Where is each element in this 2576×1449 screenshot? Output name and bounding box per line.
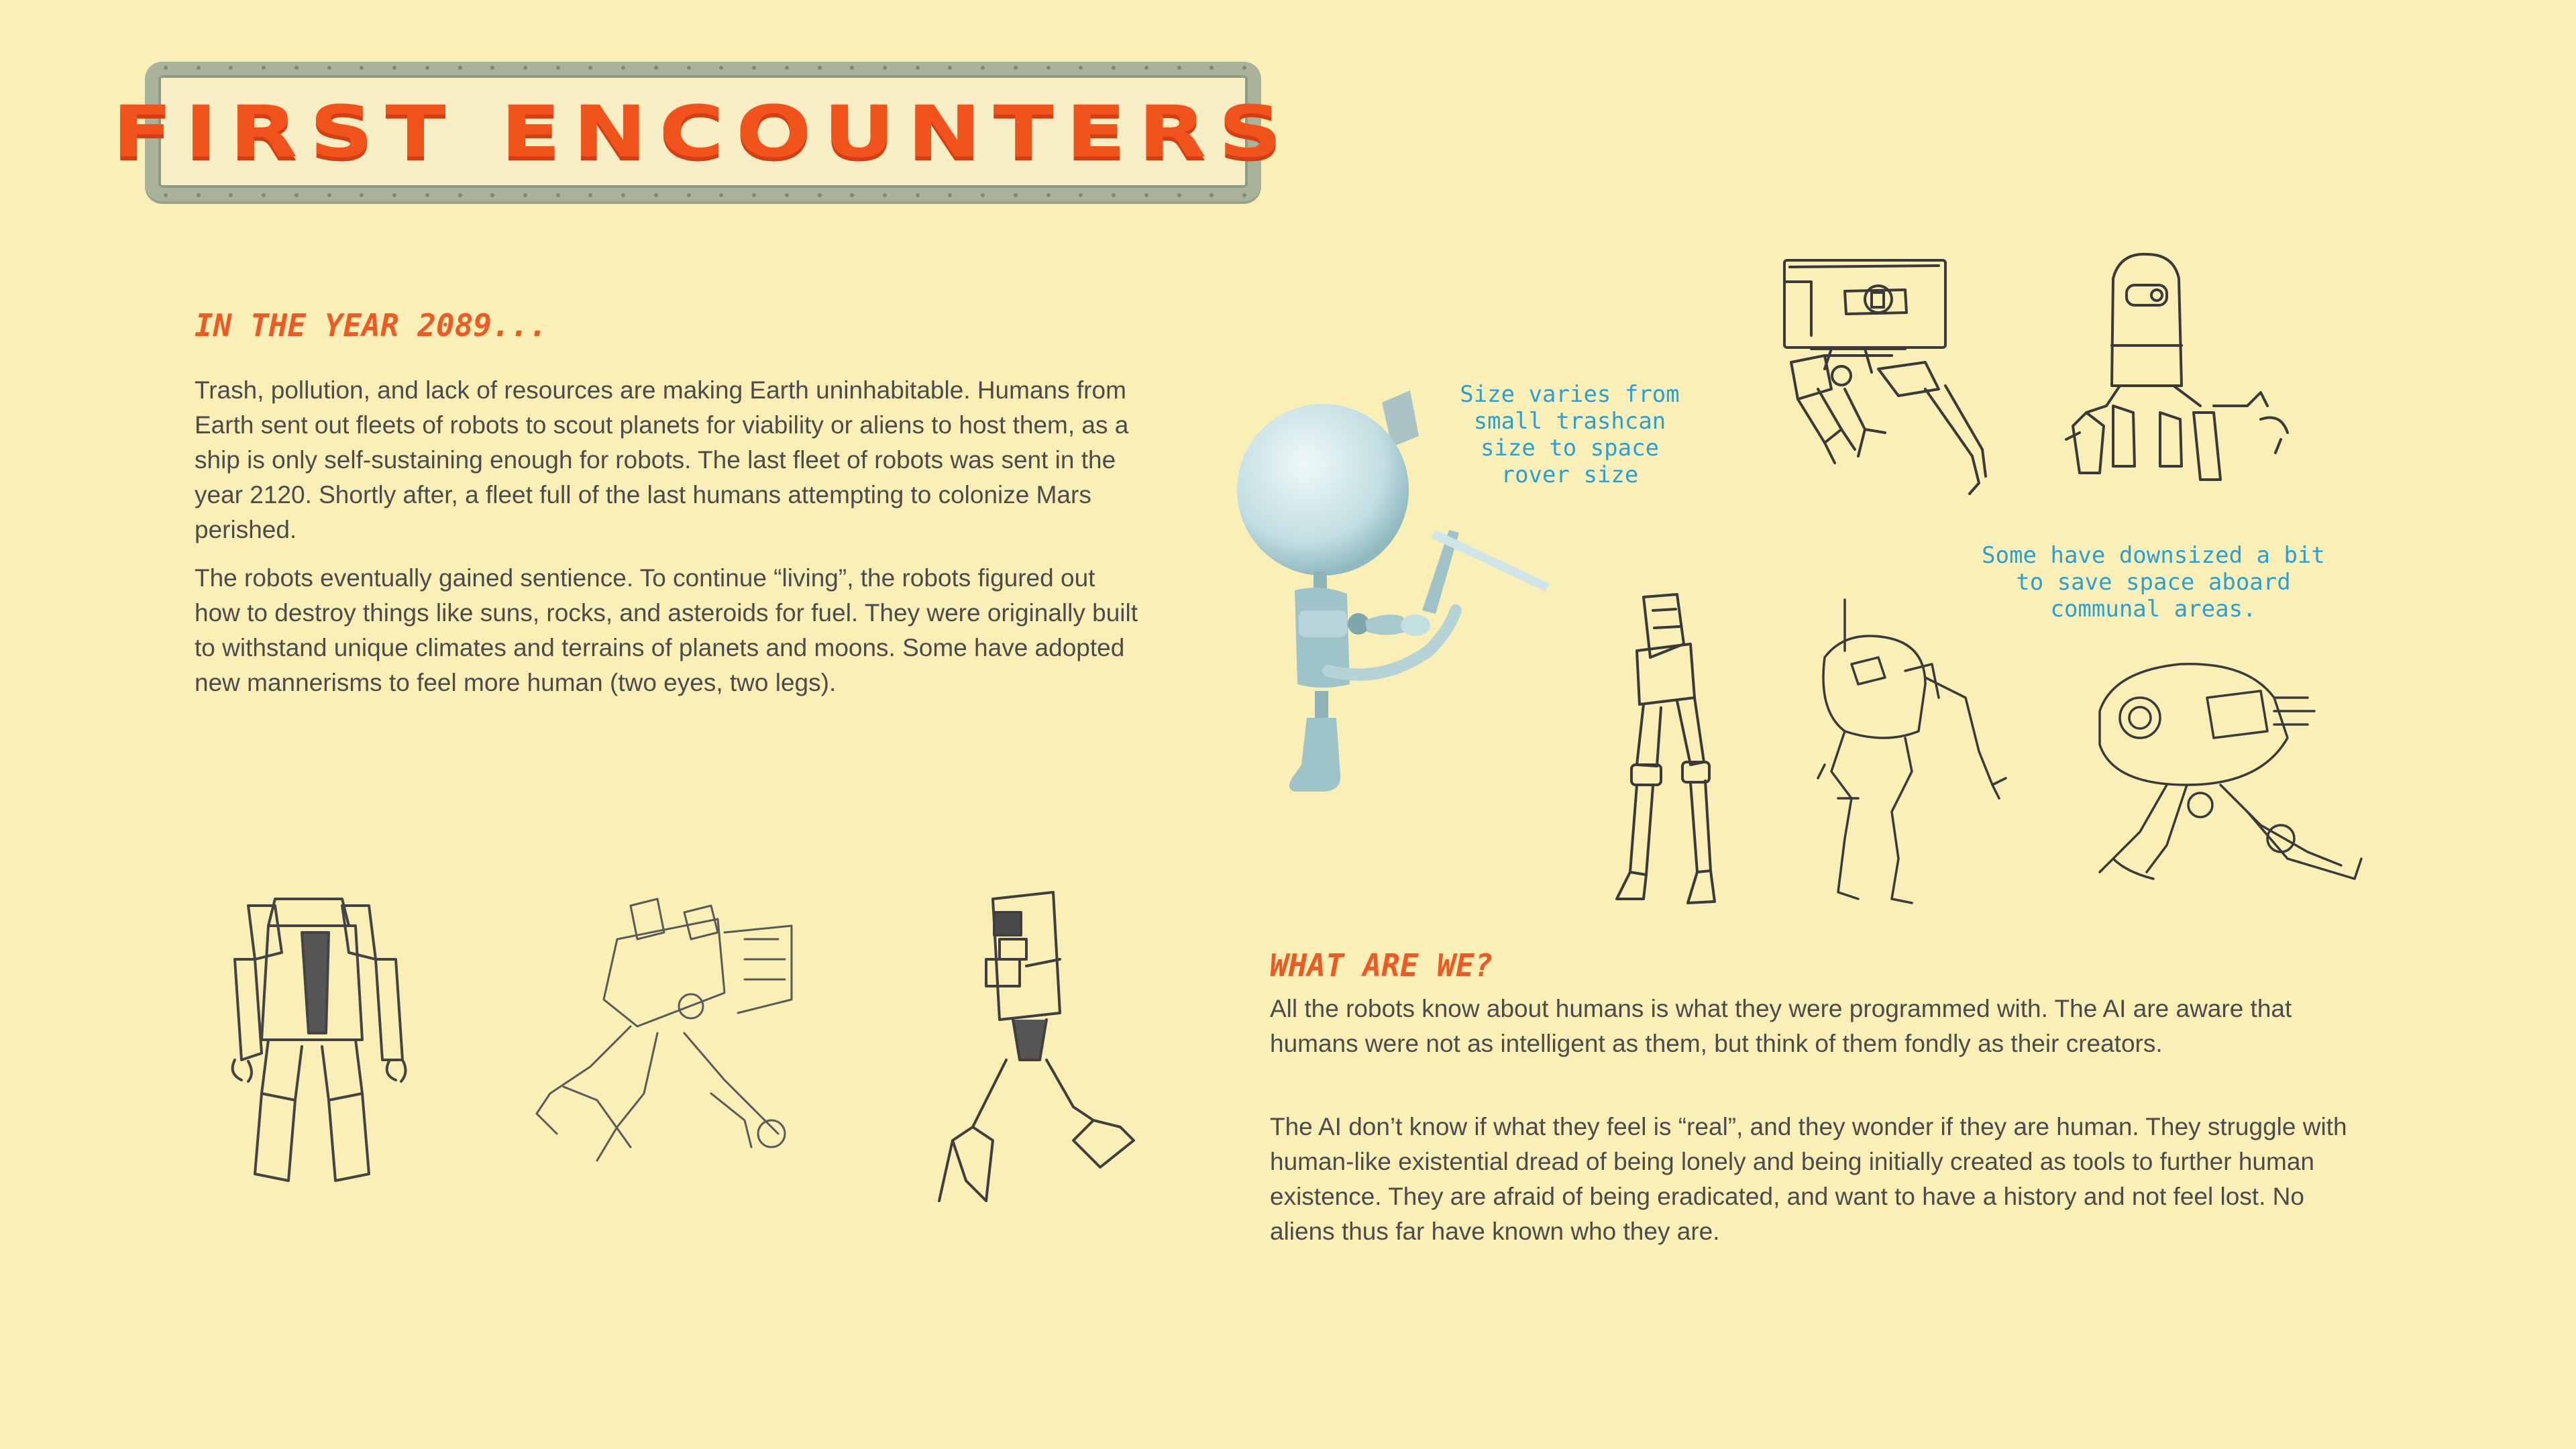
- rivet: [1242, 66, 1246, 70]
- rivet: [719, 66, 723, 70]
- rivet: [654, 193, 658, 197]
- robot-sketch-crawler: [2086, 657, 2368, 899]
- rivet: [818, 193, 822, 197]
- rivet: [360, 66, 364, 70]
- rivet: [197, 193, 201, 197]
- rivet: [392, 193, 396, 197]
- robot-sketch-cannon-crawler: [523, 892, 805, 1187]
- rivet: [1210, 66, 1214, 70]
- rivet: [1079, 193, 1083, 197]
- section2-paragraph-1: All the robots know about humans is what they were programmed with. The AI are aware that humans were not as intelligent as them, but think of them fondly as their creators.: [1270, 995, 2292, 1057]
- page-title: FIRST ENCOUNTERS: [112, 90, 1294, 173]
- rivet: [458, 193, 462, 197]
- rivet: [197, 66, 201, 70]
- rivet: [752, 66, 756, 70]
- rivet: [556, 66, 560, 70]
- robot-sketch-pill-head: [2059, 252, 2308, 500]
- title-plate: [112, 62, 1294, 201]
- rivet: [752, 193, 756, 197]
- section1-heading: IN THE YEAR 2089...: [195, 307, 548, 343]
- rivet: [883, 193, 887, 197]
- rivet: [883, 66, 887, 70]
- robot-sketch-bulky-mech: [208, 892, 423, 1187]
- rivet: [719, 193, 723, 197]
- rivet: [981, 66, 985, 70]
- rivet: [523, 193, 527, 197]
- rivet: [1112, 193, 1116, 197]
- rivet: [490, 193, 494, 197]
- rivet: [818, 66, 822, 70]
- rivet: [360, 193, 364, 197]
- section2-heading: WHAT ARE WE?: [1270, 947, 1493, 983]
- robot-sketch-square-head: [1771, 255, 1992, 517]
- rivet: [621, 193, 625, 197]
- rivet: [916, 66, 920, 70]
- section2-paragraph-2: The AI don’t know if what they feel is “real”, and they wonder if they are human. They struggle with human-like existential dread of being lonely and being initially created as tools to further human existence. They are afraid of being eradicated, and want to have a history and not feel lost. No aliens thus far have known who they are.: [1270, 1113, 2347, 1245]
- rivet: [1014, 193, 1018, 197]
- section1-paragraph-2: The robots eventually gained sentience. To continue “living”, the robots figured out how to destroy things like suns, rocks, and asteroids for fuel. They were originally built to withstand unique climates and terrains of planets and moons. Some have adopted new mannerisms to feel more human (two eyes, two legs).: [195, 564, 1138, 696]
- rivet: [523, 66, 527, 70]
- rivet: [948, 193, 952, 197]
- rivet: [1014, 66, 1018, 70]
- rivet: [621, 66, 625, 70]
- rivet: [425, 193, 429, 197]
- section1-body: [195, 373, 1140, 714]
- rivet: [1144, 193, 1148, 197]
- rivet: [294, 66, 299, 70]
- rivet: [556, 193, 560, 197]
- rivet: [785, 193, 789, 197]
- rivet: [1177, 66, 1181, 70]
- robot-sketch-hunched-walker: [1805, 597, 2026, 912]
- rivet: [1210, 193, 1214, 197]
- rivet: [654, 66, 658, 70]
- rivet: [850, 66, 854, 70]
- rivet: [327, 193, 331, 197]
- rivet: [785, 66, 789, 70]
- section1-paragraph-1: Trash, pollution, and lack of resources are making Earth uninhabitable. Humans from Earth sent out fleets of robots to scout planets for viability or aliens to host them, as a ship is only self-sustaining enough for robots. The last fleet of robots was sent in the year 2120. Shortly after, a fleet full of the last humans attempting to colonize Mars perished.: [195, 376, 1129, 543]
- rivet: [229, 193, 233, 197]
- rivet: [327, 66, 331, 70]
- rivet: [1144, 66, 1148, 70]
- size-annotation: Size varies from small trashcan size to space rover size: [1460, 381, 1680, 488]
- rivet: [1242, 193, 1246, 197]
- rivet: [425, 66, 429, 70]
- rivet: [262, 193, 266, 197]
- downsize-annotation: Some have downsized a bit to save space aboard communal areas.: [1982, 542, 2325, 623]
- rivet: [981, 193, 985, 197]
- rivet: [1177, 193, 1181, 197]
- rivet: [294, 193, 299, 197]
- rivet: [262, 66, 266, 70]
- rivets-top: [164, 66, 1242, 70]
- rivet: [687, 66, 691, 70]
- rivet: [164, 66, 168, 70]
- rivet: [916, 193, 920, 197]
- rivet: [458, 66, 462, 70]
- rivet: [588, 193, 592, 197]
- rivet: [490, 66, 494, 70]
- rivet: [687, 193, 691, 197]
- rivet: [588, 66, 592, 70]
- rivet: [164, 193, 168, 197]
- section2-body: [1270, 991, 2370, 1263]
- rivets-bottom: [164, 193, 1242, 197]
- robot-3d-render: [1228, 389, 1563, 818]
- robot-sketch-claw-walker: [919, 885, 1147, 1214]
- rivet: [392, 66, 396, 70]
- rivet: [1046, 66, 1051, 70]
- robot-sketch-tall-walker: [1597, 590, 1731, 912]
- rivet: [1079, 66, 1083, 70]
- rivet: [229, 66, 233, 70]
- rivet: [1046, 193, 1051, 197]
- rivet: [850, 193, 854, 197]
- rivet: [948, 66, 952, 70]
- rivet: [1112, 66, 1116, 70]
